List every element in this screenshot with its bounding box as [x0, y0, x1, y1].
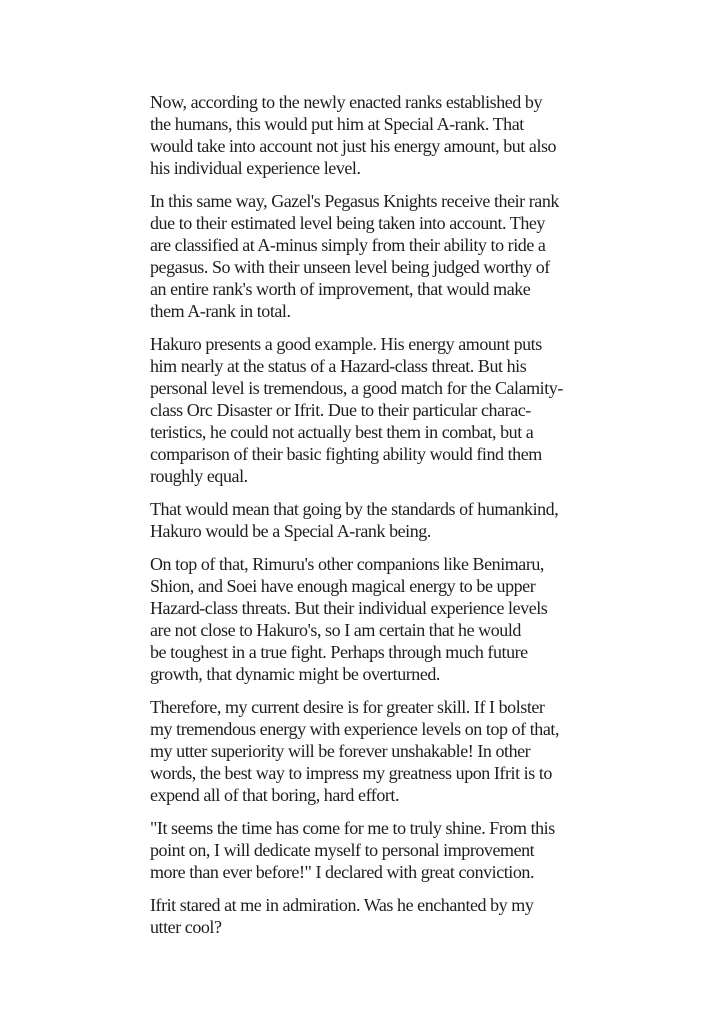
paragraph	[150, 333, 596, 487]
text-line: class Orc Disaster or Ifrit. Due to their particular charac-	[150, 400, 531, 420]
text-line: point on, I will dedicate myself to personal improvement	[150, 840, 535, 860]
text-line: an entire rank's worth of improvement, that would make	[150, 279, 531, 299]
text-line: them A-rank in total.	[150, 301, 291, 321]
paragraph	[150, 894, 596, 938]
text-block	[150, 91, 596, 938]
text-line: That would mean that going by the standards of humankind,	[150, 499, 559, 519]
text-line: him nearly at the status of a Hazard-class threat. But his	[150, 356, 527, 376]
text-line: On top of that, Rimuru's other companions like Benimaru,	[150, 554, 544, 574]
text-line: the humans, this would put him at Special A-rank. That	[150, 114, 524, 134]
text-line: words, the best way to impress my greatness upon Ifrit is to	[150, 763, 552, 783]
text-line: Therefore, my current desire is for greater skill. If I bolster	[150, 697, 545, 717]
text-line: be toughest in a true fight. Perhaps through much future	[150, 642, 528, 662]
text-line: Shion, and Soei have enough magical energy to be upper	[150, 576, 536, 596]
text-line: Now, according to the newly enacted ranks established by	[150, 92, 542, 112]
text-line: roughly equal.	[150, 466, 248, 486]
text-line: my utter superiority will be forever unshakable! In other	[150, 741, 531, 761]
paragraph	[150, 498, 596, 542]
text-line: more than ever before!" I declared with great conviction.	[150, 862, 535, 882]
paragraph	[150, 696, 596, 806]
text-line: Hazard-class threats. But their individual experience levels	[150, 598, 548, 618]
paragraph	[150, 190, 596, 322]
text-line: In this same way, Gazel's Pegasus Knights receive their rank	[150, 191, 559, 211]
text-line: personal level is tremendous, a good match for the Calamity-	[150, 378, 563, 398]
text-line: utter cool?	[150, 917, 222, 937]
paragraph	[150, 817, 596, 883]
text-line: comparison of their basic fighting ability would find them	[150, 444, 542, 464]
text-line: his individual experience level.	[150, 158, 361, 178]
text-line: Ifrit stared at me in admiration. Was he enchanted by my	[150, 895, 534, 915]
text-line: expend all of that boring, hard effort.	[150, 785, 400, 805]
text-line: Hakuro presents a good example. His energy amount puts	[150, 334, 542, 354]
text-line: due to their estimated level being taken into account. They	[150, 213, 545, 233]
text-line: pegasus. So with their unseen level being judged worthy of	[150, 257, 550, 277]
text-line: teristics, he could not actually best them in combat, but a	[150, 422, 534, 442]
text-line: "It seems the time has come for me to truly shine. From this	[150, 818, 555, 838]
text-line: are classified at A-minus simply from their ability to ride a	[150, 235, 546, 255]
paragraph	[150, 91, 596, 179]
text-line: are not close to Hakuro's, so I am certain that he would	[150, 620, 521, 640]
paragraph	[150, 553, 596, 685]
text-line: Hakuro would be a Special A-rank being.	[150, 521, 431, 541]
text-line: growth, that dynamic might be overturned.	[150, 664, 440, 684]
text-line: my tremendous energy with experience levels on top of that,	[150, 719, 559, 739]
text-line: would take into account not just his energy amount, but also	[150, 136, 557, 156]
